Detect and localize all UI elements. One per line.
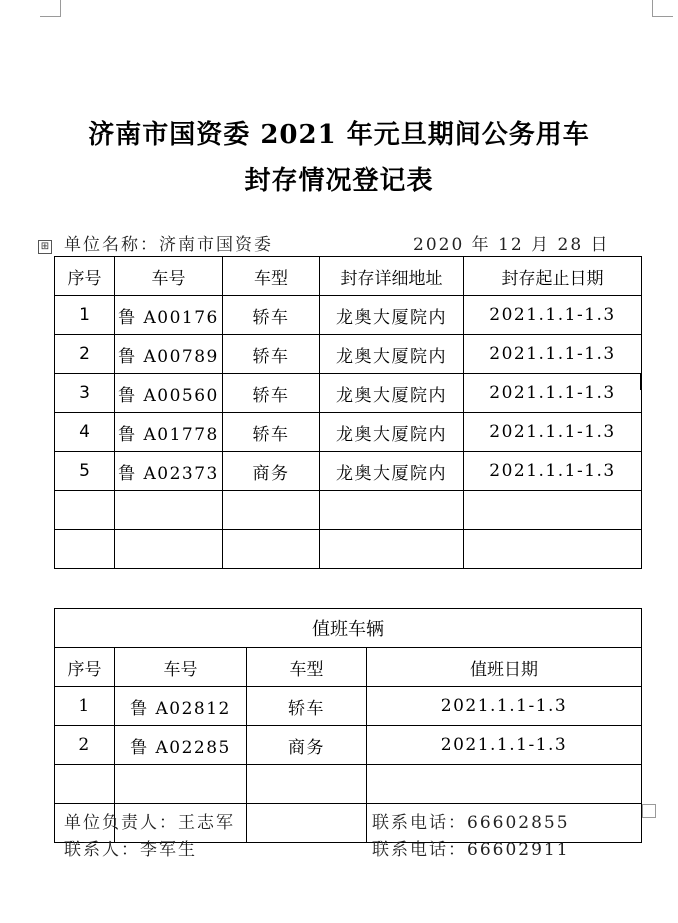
table-cell: 鲁 A02285 xyxy=(115,726,247,765)
responsible-phone: 联系电话：66602855 xyxy=(372,813,570,833)
table-cell: 轿车 xyxy=(223,374,320,413)
table-cell xyxy=(115,765,247,804)
column-header: 车号 xyxy=(115,257,223,296)
sealed-vehicles-table xyxy=(54,256,642,569)
table-cell xyxy=(115,491,223,530)
responsible-person: 单位负责人：王志军 xyxy=(64,813,235,833)
table-cell xyxy=(223,530,320,569)
column-header: 车号 xyxy=(115,648,247,687)
table-cell xyxy=(55,530,115,569)
table-cell: 2021.1.1-1.3 xyxy=(464,374,642,413)
table-cell: 龙奥大厦院内 xyxy=(320,374,464,413)
table-cell: 2021.1.1-1.3 xyxy=(464,296,642,335)
text-cursor xyxy=(640,373,641,390)
table-row xyxy=(55,687,642,726)
table-cell xyxy=(247,804,367,843)
table-cell xyxy=(55,765,115,804)
table-cell xyxy=(115,530,223,569)
table-cell: 轿车 xyxy=(223,296,320,335)
table-row xyxy=(55,335,642,374)
table-cell: 龙奥大厦院内 xyxy=(320,335,464,374)
page-corner-mark-top-right xyxy=(652,0,673,17)
table-cell: 龙奥大厦院内 xyxy=(320,296,464,335)
document-date: 2020 年 12 月 28 日 xyxy=(413,235,610,255)
table-row xyxy=(55,530,642,569)
table-cell: 2 xyxy=(55,335,115,374)
table-cell xyxy=(247,765,367,804)
table-header-row xyxy=(55,648,642,687)
table-cell xyxy=(223,491,320,530)
document-title-line-2: 封存情况登记表 xyxy=(244,166,434,196)
table-cell: 鲁 A02373 xyxy=(115,452,223,491)
document-title-line-1: 济南市国资委 2021 年元旦期间公务用车 xyxy=(88,120,590,150)
table-cell: 轿车 xyxy=(223,335,320,374)
table-cell: 1 xyxy=(55,687,115,726)
contact-phone: 联系电话：66602911 xyxy=(372,840,570,860)
section-title: 值班车辆 xyxy=(55,609,642,648)
table-cell xyxy=(55,491,115,530)
table-cell xyxy=(320,530,464,569)
table-cell: 1 xyxy=(55,296,115,335)
table-resize-handle[interactable] xyxy=(642,804,656,818)
table-cell: 2 xyxy=(55,726,115,765)
column-header: 封存详细地址 xyxy=(320,257,464,296)
table-cell: 2021.1.1-1.3 xyxy=(367,726,642,765)
table-cell: 商务 xyxy=(223,452,320,491)
column-header: 序号 xyxy=(55,648,115,687)
column-header: 车型 xyxy=(247,648,367,687)
table-cell xyxy=(464,491,642,530)
table-cell: 轿车 xyxy=(223,413,320,452)
table-cell: 2021.1.1-1.3 xyxy=(464,335,642,374)
table-cell: 5 xyxy=(55,452,115,491)
table-row xyxy=(55,374,642,413)
table-cell: 鲁 A02812 xyxy=(115,687,247,726)
contact-person: 联系人：李军生 xyxy=(64,840,197,860)
table-cell: 鲁 A00560 xyxy=(115,374,223,413)
table-cell: 龙奥大厦院内 xyxy=(320,452,464,491)
table-cell: 鲁 A01778 xyxy=(115,413,223,452)
column-header: 值班日期 xyxy=(367,648,642,687)
table-cell: 鲁 A00176 xyxy=(115,296,223,335)
table-row xyxy=(55,726,642,765)
table-cell: 龙奥大厦院内 xyxy=(320,413,464,452)
table-cell xyxy=(464,530,642,569)
table-cell: 轿车 xyxy=(247,687,367,726)
table-row xyxy=(55,491,642,530)
table-cell xyxy=(320,491,464,530)
page-corner-mark-top-left xyxy=(40,0,61,17)
table-row xyxy=(55,765,642,804)
table-header-row xyxy=(55,257,642,296)
table-row xyxy=(55,452,642,491)
column-header: 序号 xyxy=(55,257,115,296)
table-cell: 2021.1.1-1.3 xyxy=(367,687,642,726)
table-cell xyxy=(367,765,642,804)
table-cell: 2021.1.1-1.3 xyxy=(464,452,642,491)
column-header: 车型 xyxy=(223,257,320,296)
table-cell: 鲁 A00789 xyxy=(115,335,223,374)
table-cell: 商务 xyxy=(247,726,367,765)
table-cell: 4 xyxy=(55,413,115,452)
table-cell: 2021.1.1-1.3 xyxy=(464,413,642,452)
table-cell: 3 xyxy=(55,374,115,413)
table-move-handle-icon[interactable]: ⊞ xyxy=(38,240,52,254)
unit-name-label: 单位名称：济南市国资委 xyxy=(64,235,273,255)
table-row xyxy=(55,413,642,452)
table-row xyxy=(55,296,642,335)
column-header: 封存起止日期 xyxy=(464,257,642,296)
section-title-row xyxy=(55,609,642,648)
